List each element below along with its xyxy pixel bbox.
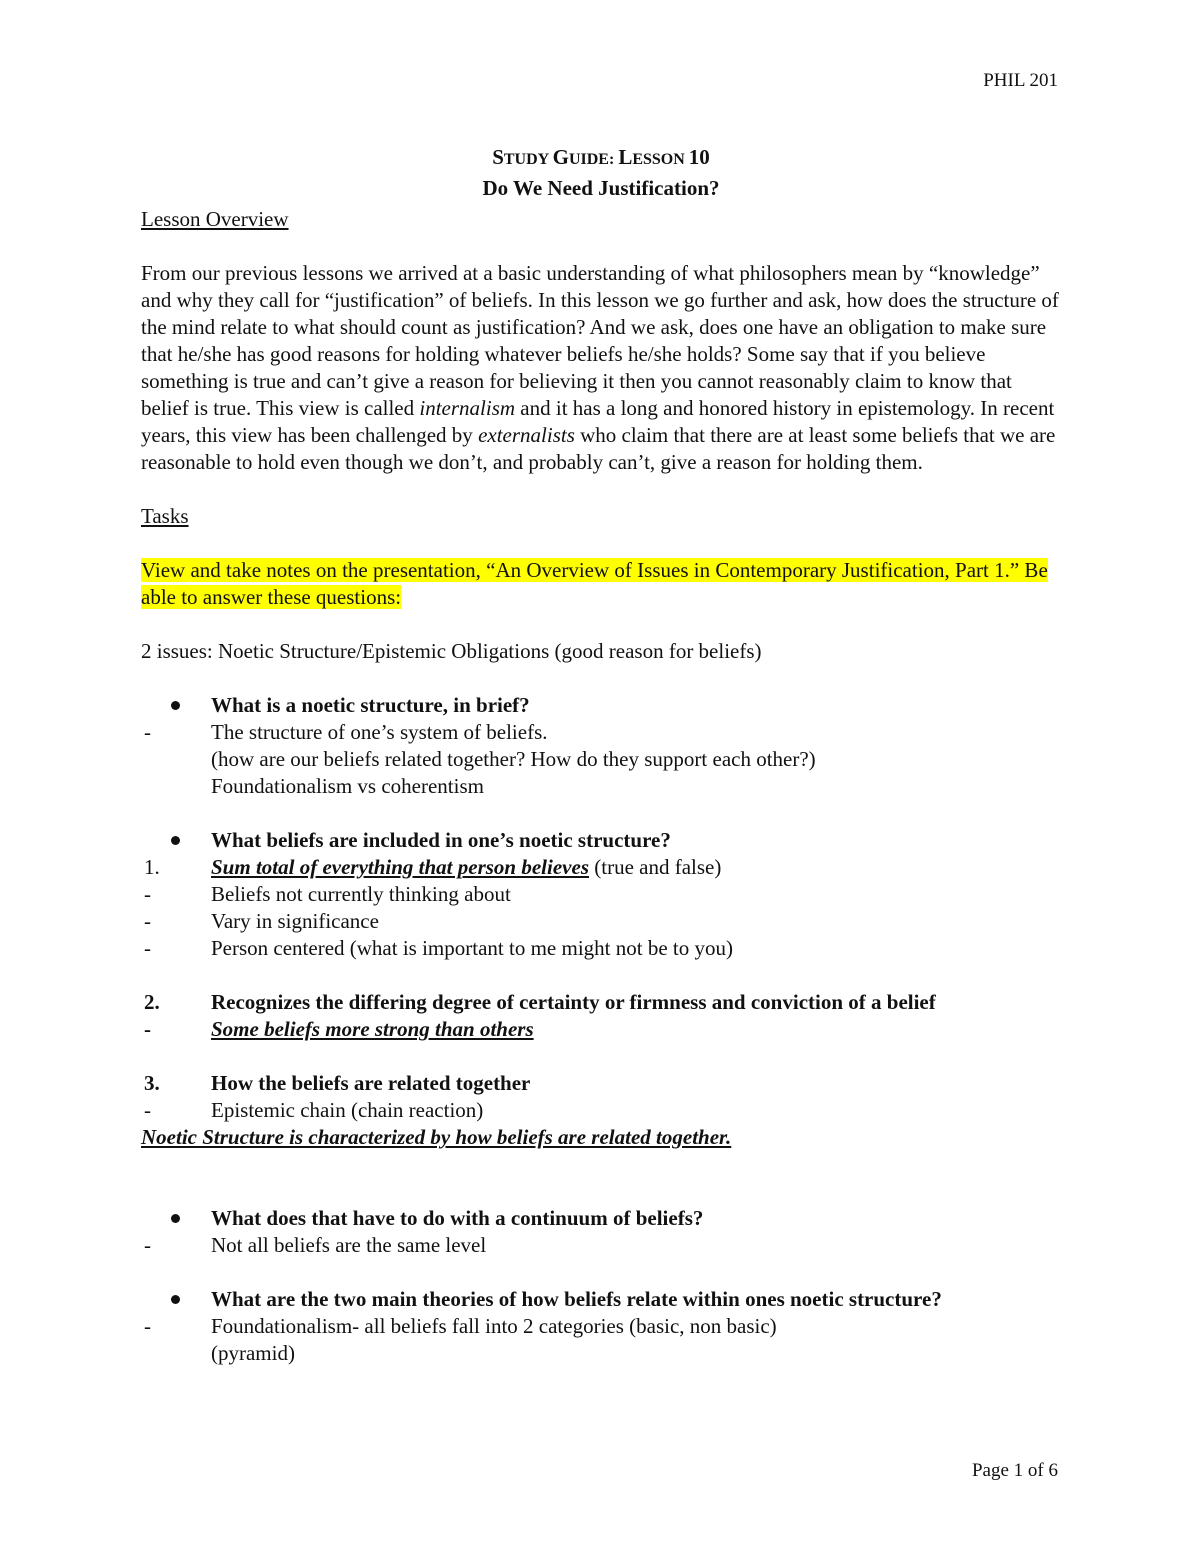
bullet-icon <box>171 836 180 845</box>
list-item-continuation: Foundationalism vs coherentism <box>211 774 484 798</box>
document-title: STUDY GUIDE: LESSON 10 <box>492 145 710 169</box>
bullet-icon <box>171 701 180 710</box>
question-continuum: What does that have to do with a continuum of beliefs? <box>141 1205 1061 1232</box>
list-item: - Not all beliefs are the same level <box>144 1233 487 1257</box>
list-item-continuation: (how are our beliefs related together? How do they support each other?) <box>211 747 816 771</box>
question-noetic-structure: What is a noetic structure, in brief? <box>141 692 1061 719</box>
list-item: - Some beliefs more strong than others <box>144 1017 534 1041</box>
numbered-item: 2. Recognizes the differing degree of certainty or firmness and conviction of a belief <box>144 990 936 1014</box>
list-item: - Vary in significance <box>144 909 379 933</box>
list-item: - Epistemic chain (chain reaction) <box>144 1098 484 1122</box>
page-header-course: PHIL 201 <box>983 70 1058 91</box>
document-body <box>141 143 1061 1367</box>
tasks-highlighted-instruction: View and take notes on the presentation, “An Overview of Issues in Contemporary Justification, Part 1.” Be able to answer these questions: <box>141 558 1048 609</box>
list-item: - Beliefs not currently thinking about <box>144 882 511 906</box>
question-two-theories: What are the two main theories of how beliefs relate within ones noetic structure? <box>141 1286 1061 1313</box>
numbered-item: 1. Sum total of everything that person believes (true and false) <box>144 855 722 879</box>
bullet-icon <box>171 1295 180 1304</box>
summary-statement: Noetic Structure is characterized by how beliefs are related together. <box>141 1125 732 1149</box>
document-subtitle: Do We Need Justification? <box>482 176 720 200</box>
tasks-heading: Tasks <box>141 504 189 528</box>
list-item: - Foundationalism- all beliefs fall into 2 categories (basic, non basic) <box>144 1314 777 1338</box>
bullet-icon <box>171 1214 180 1223</box>
list-item: - Person centered (what is important to me might not be to you) <box>144 936 733 960</box>
tasks-issues-line: 2 issues: Noetic Structure/Epistemic Obligations (good reason for beliefs) <box>141 639 762 663</box>
page-footer-number: Page 1 of 6 <box>971 1460 1058 1481</box>
list-item-continuation: (pyramid) <box>211 1341 295 1365</box>
list-item: - The structure of one’s system of beliefs. <box>144 720 548 744</box>
lesson-overview-heading: Lesson Overview <box>141 207 289 231</box>
numbered-item: 3. How the beliefs are related together <box>144 1071 531 1095</box>
question-beliefs-included: What beliefs are included in one’s noetic structure? <box>141 827 1061 854</box>
lesson-overview-paragraph: From our previous lessons we arrived at a basic understanding of what philosophers mean by “knowledge” and why they call for “justification” of beliefs. In this lesson we go further and ask, how does the structure of the mind relate to what should count as justification? And we ask, does one have an obligation to make sure that he/she has good reasons for holding whatever beliefs he/she holds? Some say that if you believe something is true and can’t give a reason for believing it then you cannot reasonably claim to know that belief is true. This view is called internalism and it has a long and honored history in epistemology. In recent years, this view has been challenged by externalists who claim that there are at least some beliefs that we are reasonable to hold even though we don’t, and probably can’t, give a reason for holding them. <box>141 261 1059 474</box>
